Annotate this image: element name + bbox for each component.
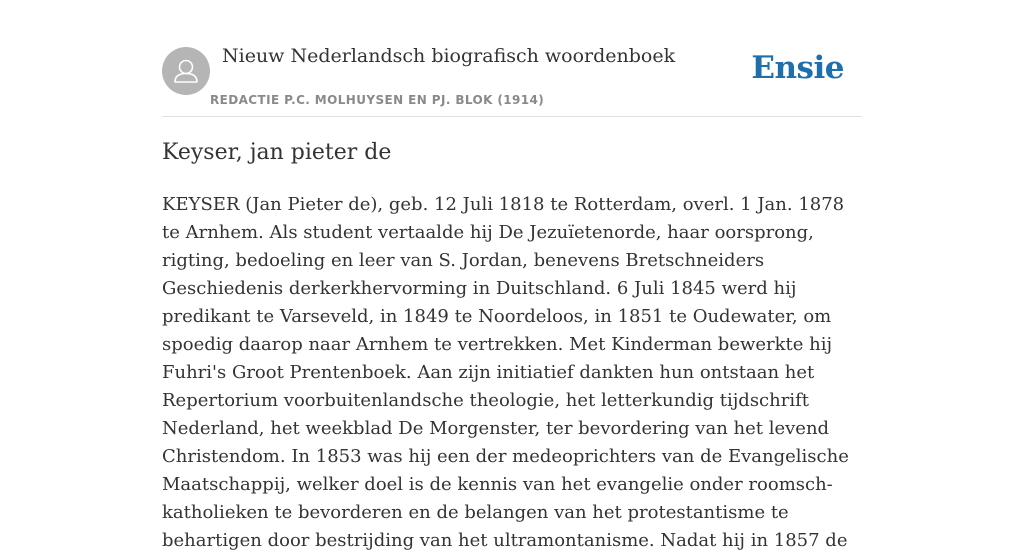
article-body: KEYSER (Jan Pieter de), geb. 12 Juli 1818 te Rotterdam, overl. 1 Jan. 1878 te Arnhem. Als student vertaalde hij De Jezuïetenorde, haar oorsprong, rigting, bedoeling en leer van S. Jordan, benevens Bretschneiders Geschiedenis derkerkhervorming in Duitschland. 6 Juli 1845 werd hij predikant te Varseveld, in 1849 te Noordeloos, in 1851 te Oudewater, om spoedig daarop naar Arnhem te vertrekken. Met Kinderman bewerkte hij Fuhri's Groot Prentenboek. Aan zijn initiatief dankten hun ontstaan het Repertorium voorbuitenlandsche theologie, het letterkundig tijdschrift Nederland, het weekblad De Morgenster, ter bevordering van het levend Christendom. In 1853 was hij een der medeoprichters van de Evangelische Maatschappij, welker doel is de kennis van het evangelie onder roomsch-katholieken te bevorderen en de belangen van het protestantisme te behartigen door bestrijding van het ultramontanisme. Nadat hij in 1857 de bbox=[162, 194, 849, 551]
page bbox=[162, 0, 862, 551]
user-icon bbox=[162, 47, 210, 95]
article-title: Keyser, jan pieter de bbox=[162, 140, 392, 165]
source-title[interactable]: Nieuw Nederlandsch biografisch woordenboek bbox=[222, 45, 676, 67]
source-header bbox=[162, 0, 862, 117]
avatar bbox=[162, 47, 210, 95]
ensie-logo[interactable]: Ensie bbox=[751, 50, 844, 86]
source-editors: REDACTIE P.C. MOLHUYSEN EN PJ. BLOK (1914) bbox=[210, 93, 545, 107]
